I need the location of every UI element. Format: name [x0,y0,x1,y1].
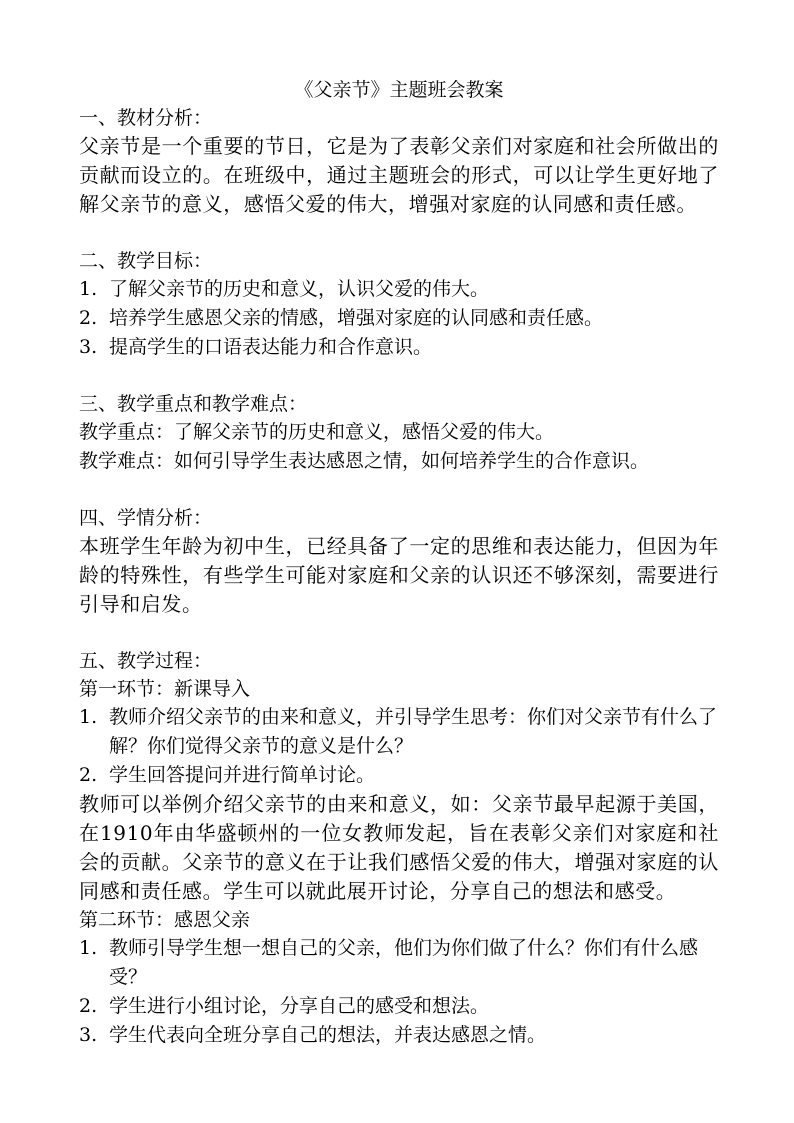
spacer [79,219,719,247]
list-item-number: 3. [79,336,98,358]
document-title: 《父亲节》主题班会教案 [294,79,504,101]
section-4-heading: 四、学情分析： [79,507,213,529]
list-item-text: 教师引导学生想一想自己的父亲，他们为你们做了什么？你们有什么感受？ [109,937,699,988]
list-item [79,333,719,362]
list-item [79,761,719,790]
list-item-text: 了解父亲节的历史和意义，认识父爱的伟大。 [109,278,490,300]
key-point-text: 教学重点：了解父亲节的历史和意义，感悟父爱的伟大。 [79,421,555,443]
list-item [79,992,719,1021]
section-4-paragraph: 本班学生年龄为初中生，已经具备了一定的思维和表达能力，但因为年龄的特殊性，有些学生可能对家庭和父亲的认识还不够深刻，需要进行引导和启发。 [79,534,719,616]
list-item-number: 2. [79,764,98,786]
list-item-text: 提高学生的口语表达能力和合作意识。 [109,336,433,358]
list-item [79,275,719,304]
section-3-heading: 三、教学重点和教学难点： [79,393,308,415]
section-1-paragraph: 父亲节是一个重要的节日，它是为了表彰父亲们对家庭和社会所做出的贡献而设立的。在班级中，通过主题班会的形式，可以让学生更好地了解父亲节的意义，感悟父爱的伟大，增强对家庭的认同感和责任感。 [79,134,719,216]
list-item [79,304,719,333]
list-item-number: 2. [79,307,98,329]
list-item-text: 教师介绍父亲节的由来和意义，并引导学生思考：你们对父亲节有什么了解？你们觉得父亲节的意义是什么？ [109,706,718,757]
difficulty-text: 教学难点：如何引导学生表达感恩之情，如何培养学生的合作意识。 [79,450,650,472]
spacer [79,476,719,504]
list-item [79,703,719,761]
list-item-number: 1. [79,278,98,300]
list-item-text: 培养学生感恩父亲的情感，增强对家庭的认同感和责任感。 [109,307,604,329]
list-item-number: 3. [79,1024,98,1046]
section-1-heading: 一、教材分析： [79,107,213,129]
list-item-text: 学生进行小组讨论，分享自己的感受和想法。 [109,995,490,1017]
stage-1-title: 第一环节：新课导入 [79,678,251,700]
stage-1-note-paragraph: 教师可以举例介绍父亲节的由来和意义，如：父亲节最早起源于美国，在1910年由华盛顿州的一位女教师发起，旨在表彰父亲们对家庭和社会的贡献。父亲节的意义在于让我们感悟父爱的伟大，增强对家庭的认同感和责任感。学生可以就此展开讨论，分享自己的想法和感受。 [79,792,719,903]
list-item [79,934,719,992]
section-5-heading: 五、教学过程： [79,650,213,672]
document-page [79,76,719,1050]
list-item-text: 学生代表向全班分享自己的想法，并表达感恩之情。 [109,1024,547,1046]
list-item-number: 1. [79,706,98,728]
list-item-number: 2. [79,995,98,1017]
list-item-text: 学生回答提问并进行简单讨论。 [109,764,376,786]
spacer [79,362,719,390]
spacer [79,619,719,647]
list-item-number: 1. [79,937,98,959]
stage-2-title: 第二环节：感恩父亲 [79,909,251,931]
section-2-heading: 二、教学目标： [79,250,213,272]
list-item [79,1021,719,1050]
